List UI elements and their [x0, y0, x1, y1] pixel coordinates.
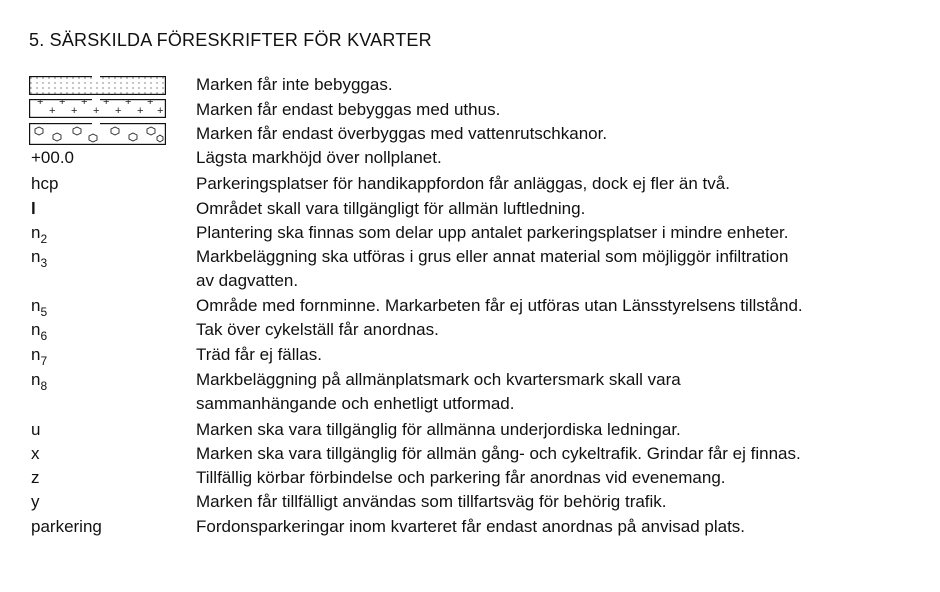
- legend-description: Plantering ska finnas som delar upp antalet parkeringsplatser i mindre enheter.: [196, 223, 789, 242]
- svg-text:+: +: [59, 99, 66, 108]
- legend-symbol: x: [31, 444, 40, 463]
- svg-text:+: +: [137, 105, 144, 117]
- legend-description: Parkeringsplatser för handikappfordon får anläggas, dock ej fler än två.: [196, 174, 730, 193]
- svg-text:+: +: [81, 99, 88, 108]
- legend-description: Tillfällig körbar förbindelse och parkering får anordnas vid evenemang.: [196, 468, 726, 487]
- legend-description: Fordonsparkeringar inom kvarteret får endast anordnas på anvisad plats.: [196, 517, 746, 536]
- legend-symbol: $n_3$: [31, 247, 48, 270]
- legend-description: Området skall vara tillgängligt för allmän luftledning.: [196, 199, 586, 218]
- legend-description: Marken får endast överbyggas med vattenrutschkanor.: [196, 124, 608, 143]
- legend-description: Markbeläggning ska utföras i grus eller annat material som möjliggör infiltration av dagvatten.: [196, 247, 789, 290]
- svg-text:+: +: [93, 105, 100, 117]
- svg-text:+: +: [147, 99, 154, 108]
- svg-text:+: +: [37, 99, 44, 108]
- legend-symbol: $n_6$: [31, 320, 48, 343]
- legend-symbol: u: [31, 420, 41, 439]
- legend-description: Marken ska vara tillgänglig för allmän gång- och cykeltrafik. Grindar får ej finnas.: [196, 444, 801, 463]
- legend-description: Träd får ej fällas.: [196, 345, 322, 364]
- section-heading: 5. SÄRSKILDA FÖRESKRIFTER FÖR KVARTER: [29, 30, 432, 50]
- svg-text:+: +: [157, 105, 164, 117]
- legend-symbol: $n_5$: [31, 296, 48, 319]
- legend-description: Marken får inte bebyggas.: [196, 75, 393, 94]
- legend-description: Område med fornminne. Markarbeten får ej utföras utan Länsstyrelsens tillstånd.: [196, 296, 803, 315]
- legend-symbol: $n_7$: [31, 345, 48, 368]
- legend-symbol: hcp: [31, 174, 59, 193]
- legend-description: Marken får endast bebyggas med uthus.: [196, 100, 501, 119]
- legend-symbol: z: [31, 468, 40, 487]
- legend-symbol: +00.0: [31, 148, 75, 167]
- legend-description: Marken ska vara tillgänglig för allmänna underjordiska ledningar.: [196, 420, 681, 439]
- legend-description: Tak över cykelställ får anordnas.: [196, 320, 439, 339]
- legend-description: Markbeläggning på allmänplatsmark och kvartersmark skall vara sammanhängande och enhetligt utformad.: [196, 370, 681, 413]
- legend-symbol: parkering: [31, 517, 102, 536]
- legend-symbol: $n_2$: [31, 223, 48, 246]
- legend-description: Lägsta markhöjd över nollplanet.: [196, 148, 442, 167]
- svg-text:+: +: [125, 99, 132, 108]
- cross-hatch-swatch: [29, 99, 166, 118]
- legend-symbol: l: [31, 199, 36, 218]
- legend-symbol: $n_8$: [31, 370, 48, 393]
- legend-symbol: y: [31, 492, 40, 511]
- legend-description: Marken får tillfälligt användas som tillfartsväg för behörig trafik.: [196, 492, 667, 511]
- svg-text:+: +: [49, 105, 56, 117]
- svg-text:+: +: [103, 99, 110, 108]
- hexagon-hatch-swatch: [29, 123, 166, 145]
- svg-text:+: +: [115, 105, 122, 117]
- svg-text:+: +: [71, 105, 78, 117]
- dotted-hatch-swatch: [29, 76, 166, 95]
